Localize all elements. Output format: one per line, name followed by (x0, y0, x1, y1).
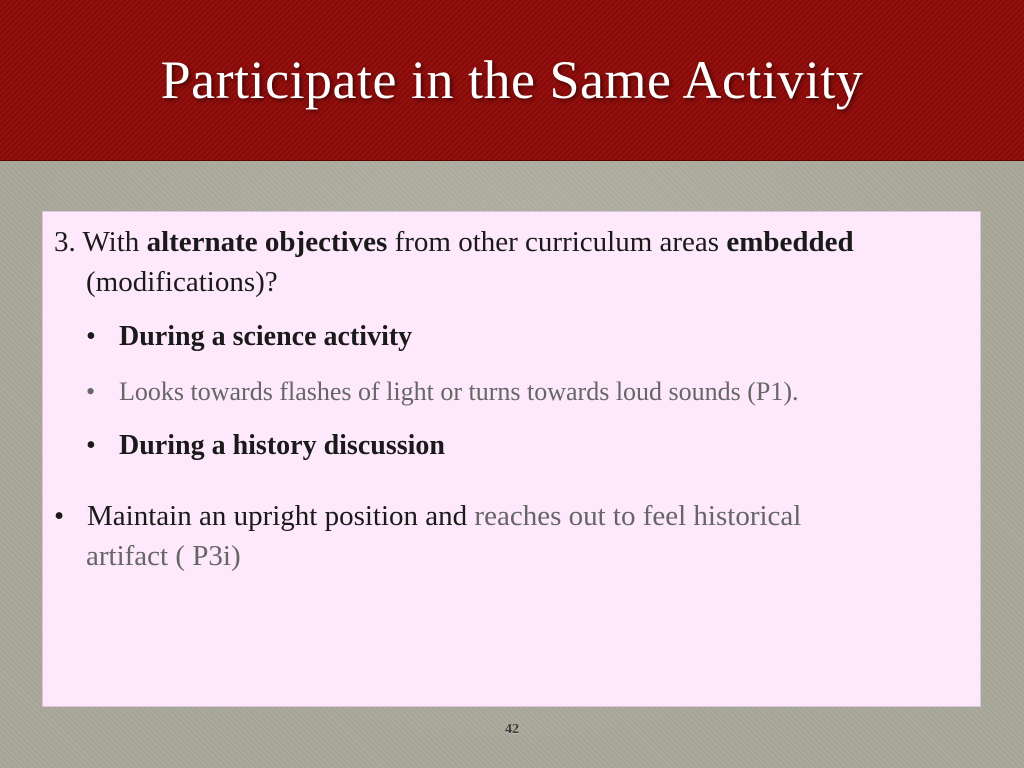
bullet-maintain-upright (54, 496, 801, 536)
bullet-looks-towards (86, 372, 799, 412)
bullet-text-gray: reaches out to feel historical (474, 500, 802, 532)
item-3-line-2: (modifications)? (86, 266, 278, 298)
bullet-marker: • (86, 377, 96, 406)
bullet-text: During a history discussion (119, 430, 445, 461)
bullet-science-activity (86, 317, 412, 357)
bullet-marker: • (54, 500, 65, 532)
item-3-bold-embedded: embedded (726, 226, 854, 258)
content-box (42, 211, 981, 707)
item-3-line-1 (54, 222, 854, 262)
bullet-text: During a science activity (119, 321, 413, 352)
slide-title: Participate in the Same Activity (160, 50, 864, 110)
bullet-maintain-upright-continuation: artifact ( P3i) (86, 540, 241, 572)
item-3-prefix: 3. With (54, 226, 147, 258)
bullet-history-discussion (86, 426, 445, 466)
bullet-text-dark: Maintain an upright position and (87, 500, 475, 532)
item-3-bold-alternate-objectives: alternate objectives (146, 226, 388, 258)
bullet-marker: • (86, 430, 96, 461)
page-number: 42 (505, 722, 519, 737)
title-bar (0, 0, 1024, 161)
bullet-text: Looks towards flashes of light or turns towards loud sounds (P1). (119, 377, 799, 406)
item-3-middle: from other curriculum areas (387, 226, 727, 258)
bullet-marker: • (86, 321, 96, 352)
